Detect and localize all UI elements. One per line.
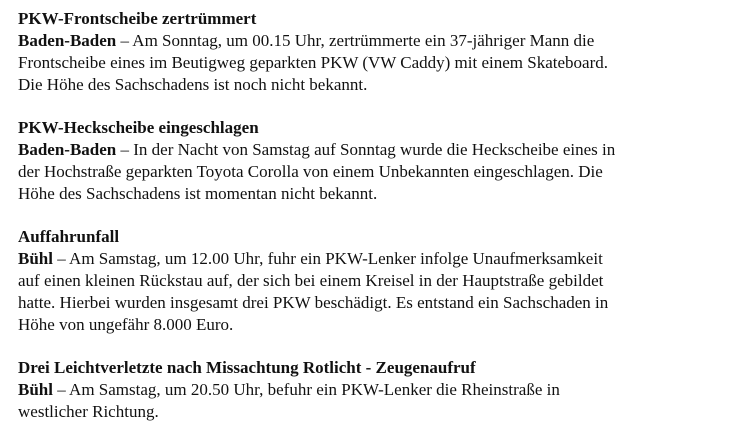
article-body	[18, 30, 730, 96]
article-line: hatte. Hierbei wurden insgesamt drei PKW beschädigt. Es entstand ein Sachschaden in	[18, 293, 609, 312]
article-line	[18, 139, 730, 161]
police-report-document	[18, 8, 730, 423]
article-line: westlicher Richtung.	[18, 402, 159, 421]
article-line-text: – Am Samstag, um 12.00 Uhr, fuhr ein PKW-Lenker infolge Unaufmerksamkeit	[52, 249, 603, 268]
article-line	[18, 30, 730, 52]
article-place: Bühl	[18, 249, 53, 268]
article-line: Frontscheibe eines im Beutigweg geparkten PKW (VW Caddy) mit einem Skateboard.	[18, 53, 608, 72]
article-body	[18, 248, 730, 336]
article-body	[18, 379, 730, 423]
article-headline: Auffahrunfall	[18, 227, 120, 246]
article-body	[18, 139, 730, 205]
article-line: Die Höhe des Sachschadens ist noch nicht bekannt.	[18, 75, 368, 94]
article-place: Baden-Baden	[18, 140, 117, 159]
article-line: der Hochstraße geparkten Toyota Corolla von einem Unbekannten eingeschlagen. Die	[18, 162, 603, 181]
article-line: Höhe des Sachschadens ist momentan nicht bekannt.	[18, 184, 378, 203]
article-place: Baden-Baden	[18, 31, 117, 50]
article-rotlicht	[18, 357, 730, 423]
article-line-text: – Am Samstag, um 20.50 Uhr, befuhr ein PKW-Lenker die Rheinstraße in	[52, 380, 560, 399]
article-headline: Drei Leichtverletzte nach Missachtung Rotlicht - Zeugenaufruf	[18, 358, 476, 377]
article-line	[18, 379, 730, 401]
article-line: Höhe von ungefähr 8.000 Euro.	[18, 315, 234, 334]
article-line: auf einen kleinen Rückstau auf, der sich bei einem Kreisel in der Hauptstraße gebildet	[18, 271, 604, 290]
article-line	[18, 248, 730, 270]
article-frontscheibe	[18, 8, 730, 96]
article-line-text: – In der Nacht von Samstag auf Sonntag wurde die Heckscheibe eines in	[116, 140, 616, 159]
article-place: Bühl	[18, 380, 53, 399]
article-headline: PKW-Frontscheibe zertrümmert	[18, 9, 257, 28]
article-auffahrunfall	[18, 226, 730, 336]
article-line-text: – Am Sonntag, um 00.15 Uhr, zertrümmerte ein 37-jähriger Mann die	[116, 31, 595, 50]
article-headline: PKW-Heckscheibe eingeschlagen	[18, 118, 259, 137]
article-heckscheibe	[18, 117, 730, 205]
